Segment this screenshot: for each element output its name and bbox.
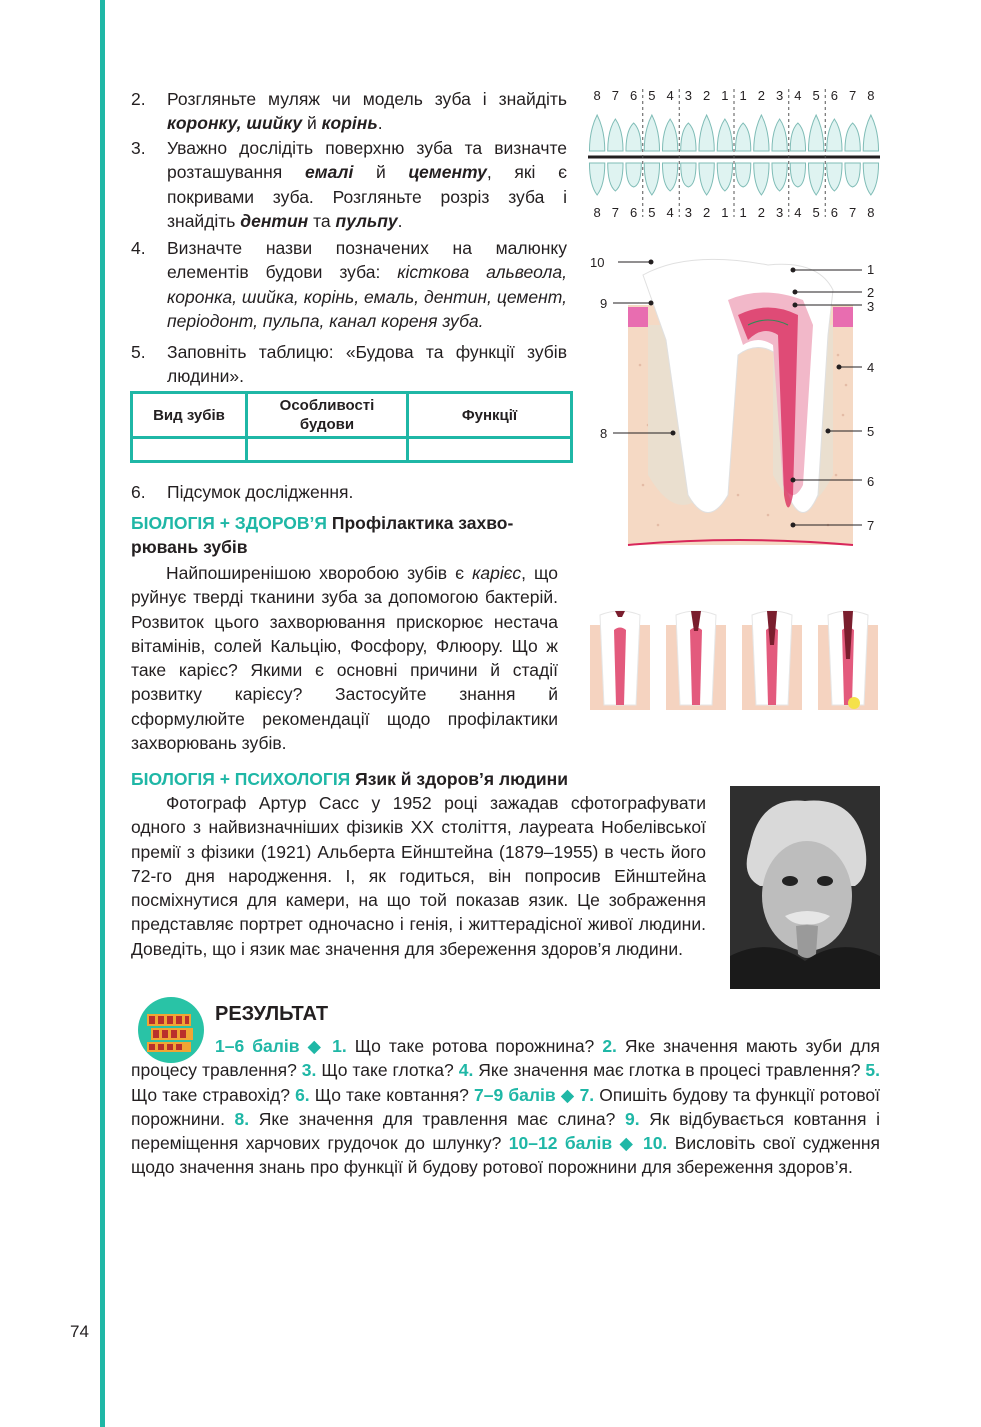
tooth-label-3: 3 (867, 299, 875, 314)
result-question: Як відбувається ковтання і переміщення харчових грудочок до шлунку? (131, 1108, 880, 1154)
lower-tooth (845, 163, 860, 187)
lower-tooth (790, 163, 805, 187)
lower-tooth-number: 4 (666, 205, 674, 220)
caries-stage (742, 611, 802, 710)
upper-tooth (699, 115, 714, 151)
tooth-label-10: 10 (590, 255, 605, 270)
table-cell-empty[interactable] (408, 438, 572, 462)
page-number: 74 (70, 1322, 89, 1341)
tooth-label-9: 9 (600, 296, 608, 311)
lower-tooth (626, 163, 641, 187)
tooth-label-2: 2 (867, 285, 875, 300)
upper-tooth (681, 123, 696, 151)
result-questions (131, 1034, 880, 1180)
upper-tooth (662, 119, 677, 151)
upper-tooth (717, 119, 732, 151)
upper-tooth-number: 2 (703, 88, 711, 103)
tooth-label-8: 8 (600, 426, 608, 441)
lower-tooth-number: 2 (703, 205, 711, 220)
result-question: Яке значення має глотка в процесі травлення? (473, 1060, 866, 1081)
lower-tooth-number: 5 (648, 205, 656, 220)
upper-tooth (644, 115, 659, 151)
lower-tooth (808, 163, 823, 195)
lower-tooth (644, 163, 659, 195)
step-number: 3. (131, 138, 146, 158)
lower-tooth-number: 5 (812, 205, 820, 220)
step-number: 6. (131, 482, 146, 502)
table-header-functions: Функції (408, 393, 572, 438)
step-number: 5. (131, 342, 146, 362)
lower-tooth-number: 3 (776, 205, 784, 220)
result-question: Висловіть свої судження щодо значення знань про функції й будову ротової порожнини для збереження здоров’я. (131, 1133, 880, 1178)
upper-tooth-number: 2 (757, 88, 765, 103)
section-health-body: Найпоширенішою хворобою зубів є карієс, що руйнує тверді тканини зуба за допомогою бактерій. Розвиток цього захворювання прискорює нестача вітамінів, солей Кальцію, Фосфору, Флюору. Що ж таке карієс? Якими є основні причини й стадії розвитку карієсу? Застосуйте знання й сформулюйте рекомендації щодо профілактики захворювань зубів. (131, 563, 558, 754)
result-question: Що таке стравохід? (131, 1084, 296, 1105)
result-title: РЕЗУЛЬТАТ (215, 1003, 329, 1025)
upper-tooth (589, 115, 604, 151)
result-marker: 7. (579, 1084, 595, 1105)
lower-tooth-number: 8 (867, 205, 875, 220)
step-text: Заповніть таблицю: «Будова та функції зубів людини». (167, 342, 567, 387)
lower-tooth-number: 6 (830, 205, 838, 220)
lower-tooth (681, 163, 696, 187)
result-marker: 7–9 балів (474, 1084, 556, 1105)
upper-tooth-number: 7 (849, 88, 857, 103)
upper-tooth-number: 5 (648, 88, 656, 103)
table-header-type: Вид зубів (132, 393, 247, 438)
upper-tooth-number: 4 (794, 88, 802, 103)
caries-stage (590, 611, 650, 710)
result-marker: ◆ (299, 1036, 333, 1056)
step-text: Уважно дослідіть поверхню зуба та визначте розташування емалі й цементу, які є покривами зуба. Розгляньте розріз зуба і знайдіть дентин та пульпу. (167, 138, 568, 231)
tooth-label-5: 5 (867, 424, 875, 439)
step-number: 4. (131, 238, 146, 258)
upper-tooth-number: 6 (630, 88, 638, 103)
margin-accent-line (100, 0, 105, 1427)
caries-stages-figure (588, 605, 888, 713)
tooth-label-4: 4 (867, 360, 875, 375)
lower-tooth-number: 1 (739, 205, 747, 220)
table-cell-empty[interactable] (247, 438, 408, 462)
result-marker: 10–12 балів (508, 1133, 613, 1154)
table-header-structure: Особливості будови (247, 393, 408, 438)
upper-tooth-number: 8 (593, 88, 601, 103)
result-marker: 6. (295, 1084, 310, 1105)
lower-tooth-number: 7 (611, 205, 619, 220)
upper-tooth (735, 123, 750, 151)
upper-tooth (863, 115, 878, 151)
teeth-table (130, 391, 573, 463)
step-text: Підсумок дослідження. (167, 482, 354, 502)
lower-tooth (754, 163, 769, 195)
step-text: Визначте назви позначених на малюнку елементів будови зуба: кісткова альвеола, коронка, шийка, корінь, емаль, дентин, цемент, періодонт, пульпа, канал кореня зуба. (167, 238, 567, 331)
result-marker: 3. (301, 1060, 317, 1081)
tooth-label-1: 1 (867, 262, 875, 277)
result-marker: 2. (602, 1036, 617, 1056)
upper-tooth (808, 115, 823, 151)
table-cell-empty[interactable] (132, 438, 247, 462)
lower-tooth (717, 163, 732, 191)
lower-tooth (608, 163, 623, 191)
einstein-photo (730, 786, 880, 989)
result-question: Що таке ковтання? (309, 1084, 475, 1105)
result-marker: 5. (865, 1060, 880, 1081)
result-question: Яке значення мають зуби для процесу травлення? (131, 1036, 881, 1081)
result-question: Що таке глотка? (316, 1060, 459, 1081)
dental-formula-figure (588, 85, 880, 220)
upper-tooth (626, 123, 641, 151)
tooth-label-6: 6 (867, 474, 875, 489)
upper-tooth (845, 123, 860, 151)
upper-tooth-number: 7 (611, 88, 619, 103)
upper-tooth-number: 6 (830, 88, 838, 103)
upper-tooth (827, 119, 842, 151)
result-question: Що таке ротова порожнина? (346, 1036, 603, 1056)
lower-tooth (699, 163, 714, 195)
upper-tooth (790, 123, 805, 151)
lower-tooth-number: 8 (593, 205, 601, 220)
upper-tooth-number: 3 (684, 88, 692, 103)
lower-tooth (735, 163, 750, 187)
upper-tooth (754, 115, 769, 151)
result-marker: 1–6 балів (215, 1036, 300, 1056)
lower-tooth (772, 163, 787, 191)
lower-tooth (662, 163, 677, 191)
upper-tooth (772, 119, 787, 151)
lower-tooth-number: 4 (794, 205, 802, 220)
section-psych-body: Фотограф Артур Сасс у 1952 році зажадав сфотографувати одного з найвизначніших фізиків XX століття, лауреата Нобелівської премії з фізики (1921) Альберта Ейнштейна (1879–1955) в честь його 72-го дня народження. І, як годиться, він попросив Ейнштейна посміхнутися для камери, на що той показав язик. Це зображення представляє портрет одночасно і генія, і життерадісної живої людини. Доведіть, що і язик має значення для збереження здоров’я людини. (131, 793, 706, 959)
result-marker: 10. (642, 1133, 668, 1154)
upper-tooth-number: 1 (739, 88, 747, 103)
step-number: 2. (131, 89, 146, 109)
upper-tooth-number: 3 (776, 88, 784, 103)
caries-stage (666, 611, 726, 710)
lower-tooth (827, 163, 842, 191)
upper-tooth-number: 4 (666, 88, 674, 103)
tooth-label-7: 7 (867, 518, 875, 533)
step-text: Розгляньте муляж чи модель зуба і знайдіть коронку, шийку й корінь. (167, 89, 567, 134)
lower-tooth-number: 6 (630, 205, 638, 220)
section-psych-heading: БІОЛОГІЯ + ПСИХОЛОГІЯ Язик й здоров’я людини (131, 769, 568, 789)
lower-tooth-number: 7 (849, 205, 857, 220)
upper-tooth-number: 5 (812, 88, 820, 103)
lower-tooth-number: 2 (757, 205, 765, 220)
lower-tooth (863, 163, 878, 195)
result-marker: 4. (458, 1060, 474, 1081)
result-marker: 1. (332, 1036, 347, 1056)
upper-tooth-number: 1 (721, 88, 729, 103)
result-question: Опишіть будову та функції ротової порожнини. (131, 1084, 881, 1129)
result-marker: ◆ (555, 1084, 580, 1105)
tooth-section-figure (588, 245, 888, 550)
upper-tooth (608, 119, 623, 151)
lower-tooth-number: 3 (684, 205, 692, 220)
section-health-heading: БІОЛОГІЯ + ЗДОРОВ’Я Профілактика захворювань зубів (131, 513, 514, 558)
result-marker: ◆ (612, 1133, 643, 1154)
upper-tooth-number: 8 (867, 88, 875, 103)
result-marker: 9. (624, 1108, 640, 1129)
caries-stage (818, 611, 878, 710)
result-question: Яке значення для травлення має слина? (249, 1108, 625, 1129)
lower-tooth-number: 1 (721, 205, 729, 220)
result-marker: 8. (234, 1108, 250, 1129)
lower-tooth (589, 163, 604, 195)
